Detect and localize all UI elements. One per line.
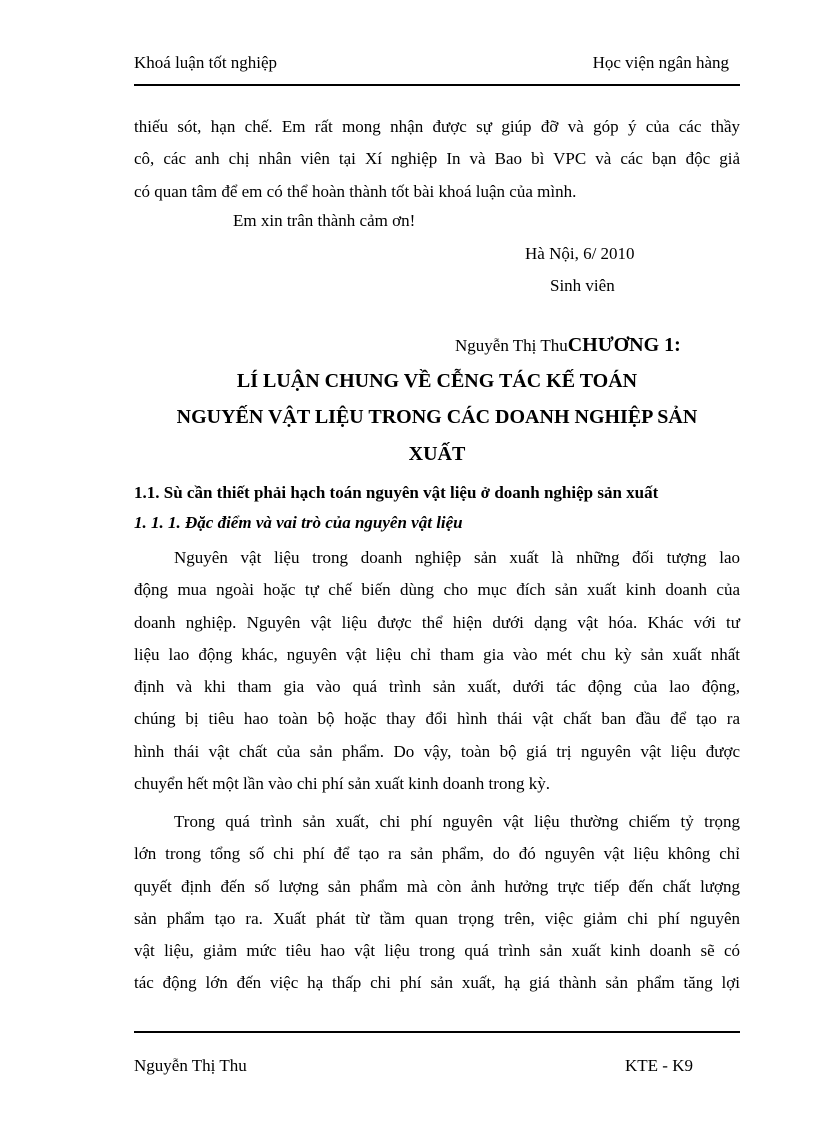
intro-line: có quan tâm để em có thể hoàn thành tốt bài khoá luận của mình. [134,181,577,201]
paragraph-line: lớn trong tổng số chi phí để tạo ra sản phẩm, do đó nguyên vật liệu không chỉ [134,844,740,864]
footer-right: KTE - K9 [625,1056,693,1075]
paragraph-line: quyết định đến số lượng sản phẩm mà còn ảnh hưởng trực tiếp đến chất lượng [134,876,740,896]
paragraph-line: tác động lớn đến việc hạ thấp chi phí sản xuất, hạ giá thành sản phẩm tăng lợi [134,973,740,993]
header-left: Khoá luận tốt nghiệp [134,53,278,72]
paragraph-line: Trong quá trình sản xuất, chi phí nguyên vật liệu thường chiếm tỷ trọng [174,812,740,831]
paragraph-line: doanh nghiệp. Nguyên vật liệu được thể hiện dưới dạng vật hóa. Khác với tư [134,612,740,632]
paragraph-line: sản phẩm tạo ra. Xuất phát từ tầm quan trọng trên, việc giảm chi phí nguyên [134,908,740,928]
paragraph-line: vật liệu, giảm mức tiêu hao vật liệu trong quá trình sản xuất kinh doanh sẽ có [134,941,740,961]
date-line: Hà Nội, 6/ 2010 [525,244,635,263]
section-subheading: 1. 1. 1. Đặc điểm và vai trò của nguyên vật liệu [134,513,463,532]
header-right: Học viện ngân hàng [592,53,729,72]
footer-left: Nguyễn Thị Thu [134,1056,247,1075]
paragraph-line: hình thái vật chất của sản phẩm. Do vậy, toàn bộ giá trị nguyên vật liệu được [134,741,740,761]
chapter-title-line: LÍ LUẬN CHUNG VỀ CỄNG TÁC KẾ TOÁN [236,370,638,392]
intro-line: cô, các anh chị nhân viên tại Xí nghiệp In và Bao bì VPC và các bạn độc giả [134,149,740,169]
paragraph-line: Nguyên vật liệu trong doanh nghiệp sản xuất là những đối tượng lao [174,548,740,567]
paragraph-line: liệu lao động khác, nguyên vật liệu chỉ tham gia vào mét chu kỳ sản xuất nhất [134,644,740,664]
thanks-line: Em xin trân thành cảm ơn! [233,211,416,230]
chapter-label: CHƯƠNG 1: [567,334,681,356]
chapter-title-line: NGUYẾN VẬT LIỆU TRONG CÁC DOANH NGHIỆP SẢN [176,406,698,428]
author-chapter-line [455,334,681,357]
section-heading: 1.1. Sù cần thiết phải hạch toán nguyên vật liệu ở doanh nghiệp sản xuất [134,483,659,502]
paragraph-line: động mua ngoài hoặc tự chế biến dùng cho mục đích sản xuất kinh doanh của [134,580,740,600]
paragraph-line: chuyển hết một lần vào chi phí sản xuất kinh doanh trong kỳ. [134,774,550,794]
header-rule [134,84,740,86]
body-paragraph-2 [134,806,740,1000]
paragraph-line: định và khi tham gia vào quá trình sản xuất, dưới tác động của lao động, [134,677,740,697]
role-line: Sinh viên [550,276,615,295]
footer-rule [134,1031,740,1033]
intro-line: thiếu sót, hạn chế. Em rất mong nhận được sự giúp đỡ và góp ý của các thầy [134,117,740,136]
paragraph-line: chúng bị tiêu hao toàn bộ hoặc thay đổi hình thái vật chất ban đầu để tạo ra [134,709,740,729]
intro-paragraph [134,111,740,208]
body-paragraph-1 [134,542,740,800]
chapter-title-line: XUẤT [408,443,466,465]
author-name: Nguyễn Thị Thu [455,336,568,355]
